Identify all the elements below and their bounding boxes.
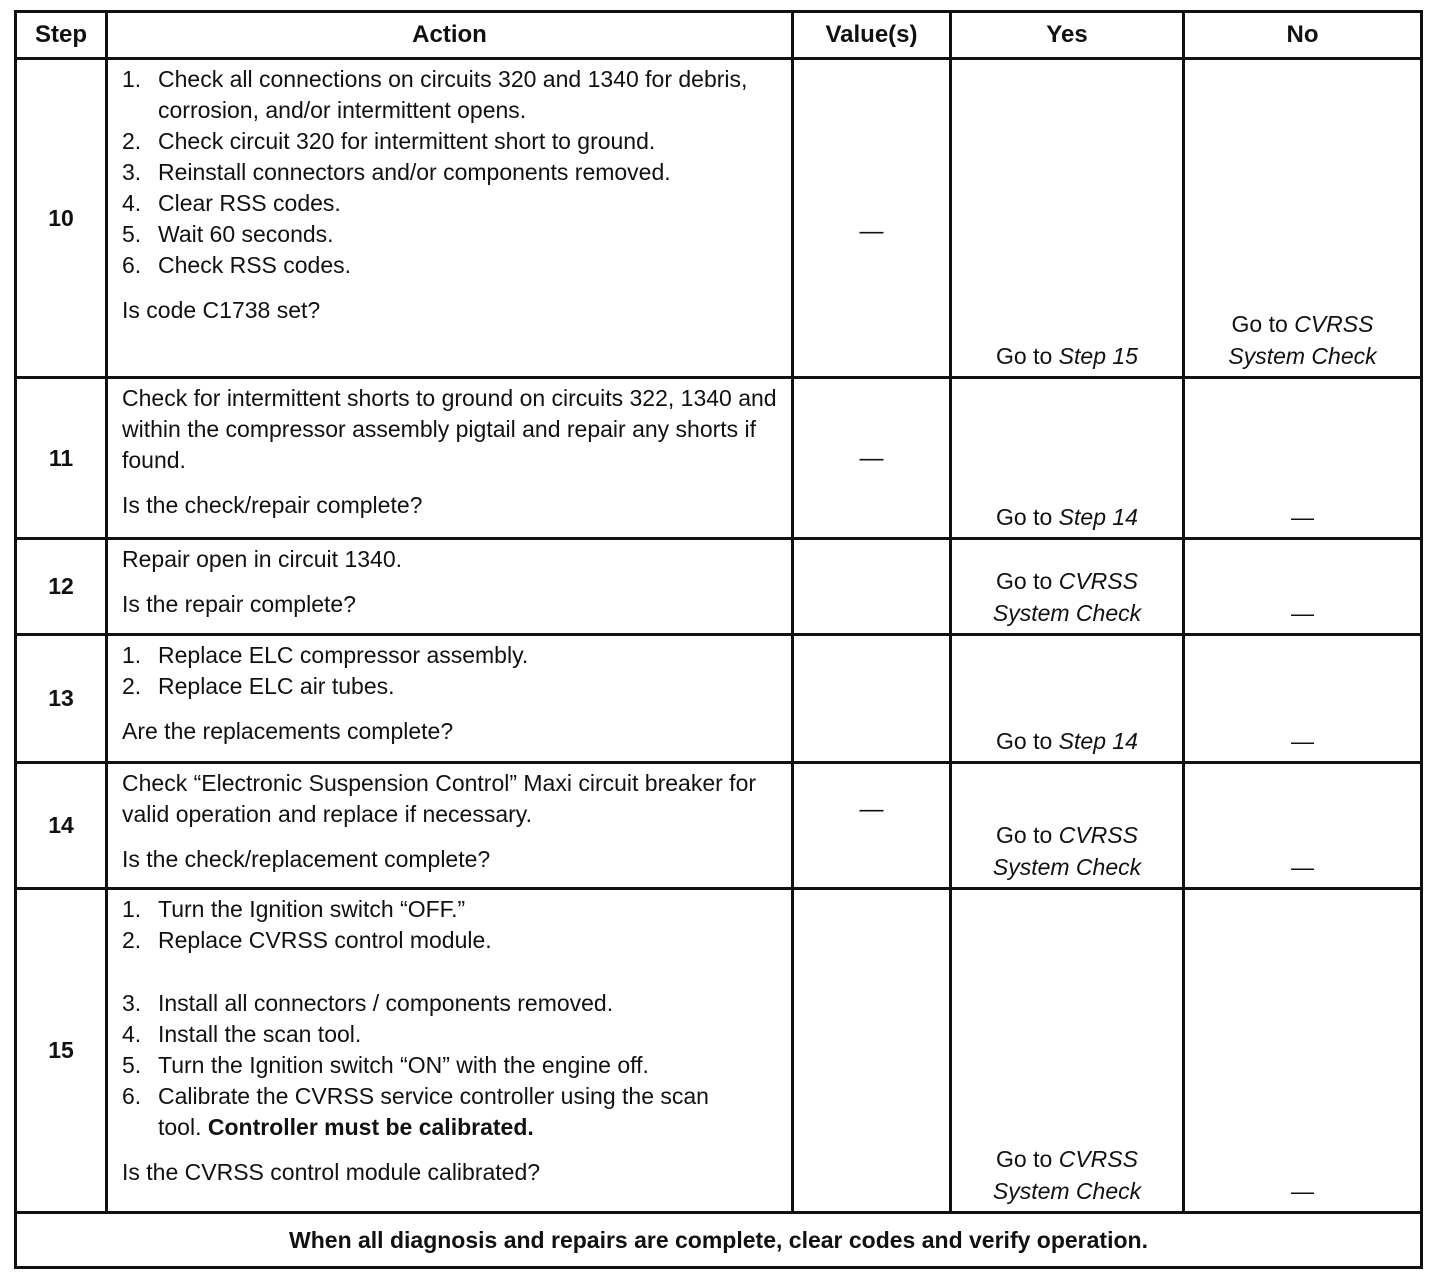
footer-note: When all diagnosis and repairs are complete, clear codes and verify operation. xyxy=(16,1213,1422,1268)
yes-cell xyxy=(951,59,1184,378)
header-row xyxy=(16,12,1422,59)
item-text: Calibrate the CVRSS service controller using the scan tool. xyxy=(158,1083,709,1140)
value-text: — xyxy=(859,796,884,823)
question-text: Is code C1738 set? xyxy=(122,297,321,323)
question-text: Are the replacements complete? xyxy=(122,718,454,744)
action-list xyxy=(122,64,781,281)
action-cell xyxy=(107,378,793,539)
footer-row xyxy=(16,1213,1422,1268)
list-item: 6. Check RSS codes. xyxy=(122,252,352,278)
list-item: 6. Calibrate the CVRSS service controller using the scan tool. Controller must be calibrated. xyxy=(122,1083,709,1140)
yes-prefix: Go to xyxy=(996,504,1053,530)
action-cell xyxy=(107,635,793,763)
table-row xyxy=(16,59,1422,378)
item-bold-text: Controller must be calibrated. xyxy=(207,1114,534,1140)
step-number: 14 xyxy=(16,763,107,889)
value-cell xyxy=(793,635,951,763)
question-text: Is the repair complete? xyxy=(122,591,356,617)
list-item: 4. Clear RSS codes. xyxy=(122,190,341,216)
value-text: — xyxy=(859,445,884,472)
action-cell xyxy=(107,763,793,889)
yes-prefix: Go to xyxy=(996,568,1053,594)
no-cell: — xyxy=(1184,539,1422,635)
step-number: 12 xyxy=(16,539,107,635)
yes-link[interactable]: CVRSS System Check xyxy=(992,568,1142,626)
action-paragraph: Repair open in circuit 1340. xyxy=(122,546,402,572)
header-step: Step xyxy=(16,12,107,59)
table-row xyxy=(16,378,1422,539)
yes-cell xyxy=(951,378,1184,539)
list-item: 5. Turn the Ignition switch “ON” with the engine off. xyxy=(122,1052,649,1078)
header-yes: Yes xyxy=(951,12,1184,59)
list-item: 1. Turn the Ignition switch “OFF.” xyxy=(122,896,466,922)
no-cell: — xyxy=(1184,763,1422,889)
list-item: 5. Wait 60 seconds. xyxy=(122,221,334,247)
step-number: 13 xyxy=(16,635,107,763)
no-cell: — xyxy=(1184,635,1422,763)
yes-link[interactable]: Step 14 xyxy=(1058,728,1138,754)
header-no: No xyxy=(1184,12,1422,59)
yes-cell xyxy=(951,763,1184,889)
no-prefix: Go to xyxy=(1231,311,1288,337)
table-row xyxy=(16,539,1422,635)
table-row xyxy=(16,763,1422,889)
yes-link[interactable]: CVRSS System Check xyxy=(992,822,1142,880)
action-cell xyxy=(107,539,793,635)
yes-prefix: Go to xyxy=(996,343,1053,369)
yes-prefix: Go to xyxy=(996,728,1053,754)
list-item: 4. Install the scan tool. xyxy=(122,1021,362,1047)
yes-link[interactable]: Step 15 xyxy=(1058,343,1138,369)
step-number: 11 xyxy=(16,378,107,539)
action-paragraph: Check for intermittent shorts to ground on circuits 322, 1340 and within the compressor assembly pigtail and repair any shorts if found. xyxy=(122,385,777,473)
action-list xyxy=(122,640,781,702)
no-cell xyxy=(1184,59,1422,378)
no-cell: — xyxy=(1184,889,1422,1213)
value-cell xyxy=(793,763,951,889)
yes-prefix: Go to xyxy=(996,822,1053,848)
question-text: Is the CVRSS control module calibrated? xyxy=(122,1159,541,1185)
value-cell xyxy=(793,59,951,378)
action-cell xyxy=(107,59,793,378)
value-cell xyxy=(793,378,951,539)
diagnostic-table xyxy=(14,10,1423,1269)
no-cell: — xyxy=(1184,378,1422,539)
yes-cell xyxy=(951,635,1184,763)
list-item: 2. Replace ELC air tubes. xyxy=(122,673,395,699)
list-spacer xyxy=(122,956,781,988)
table-row xyxy=(16,635,1422,763)
list-item: 2. Check circuit 320 for intermittent short to ground. xyxy=(122,128,656,154)
value-text: — xyxy=(859,218,884,245)
list-item: 1. Check all connections on circuits 320 and 1340 for debris, corrosion, and/or intermittent opens. xyxy=(122,66,748,123)
list-item: 2. Replace CVRSS control module. xyxy=(122,927,492,953)
list-item: 1. Replace ELC compressor assembly. xyxy=(122,642,529,668)
question-text: Is the check/repair complete? xyxy=(122,492,423,518)
value-cell xyxy=(793,889,951,1213)
yes-cell xyxy=(951,539,1184,635)
list-item: 3. Install all connectors / components removed. xyxy=(122,990,614,1016)
header-action: Action xyxy=(107,12,793,59)
step-number: 10 xyxy=(16,59,107,378)
question-text: Is the check/replacement complete? xyxy=(122,846,491,872)
value-cell xyxy=(793,539,951,635)
step-number: 15 xyxy=(16,889,107,1213)
yes-prefix: Go to xyxy=(996,1146,1053,1172)
table-row xyxy=(16,889,1422,1213)
action-list xyxy=(122,894,781,1143)
action-cell xyxy=(107,889,793,1213)
action-paragraph: Check “Electronic Suspension Control” Maxi circuit breaker for valid operation and replace if necessary. xyxy=(122,770,757,827)
yes-link[interactable]: Step 14 xyxy=(1058,504,1138,530)
header-values: Value(s) xyxy=(793,12,951,59)
no-link[interactable]: CVRSS System Check xyxy=(1228,311,1377,369)
yes-link[interactable]: CVRSS System Check xyxy=(992,1146,1142,1204)
yes-cell xyxy=(951,889,1184,1213)
list-item: 3. Reinstall connectors and/or components removed. xyxy=(122,159,671,185)
